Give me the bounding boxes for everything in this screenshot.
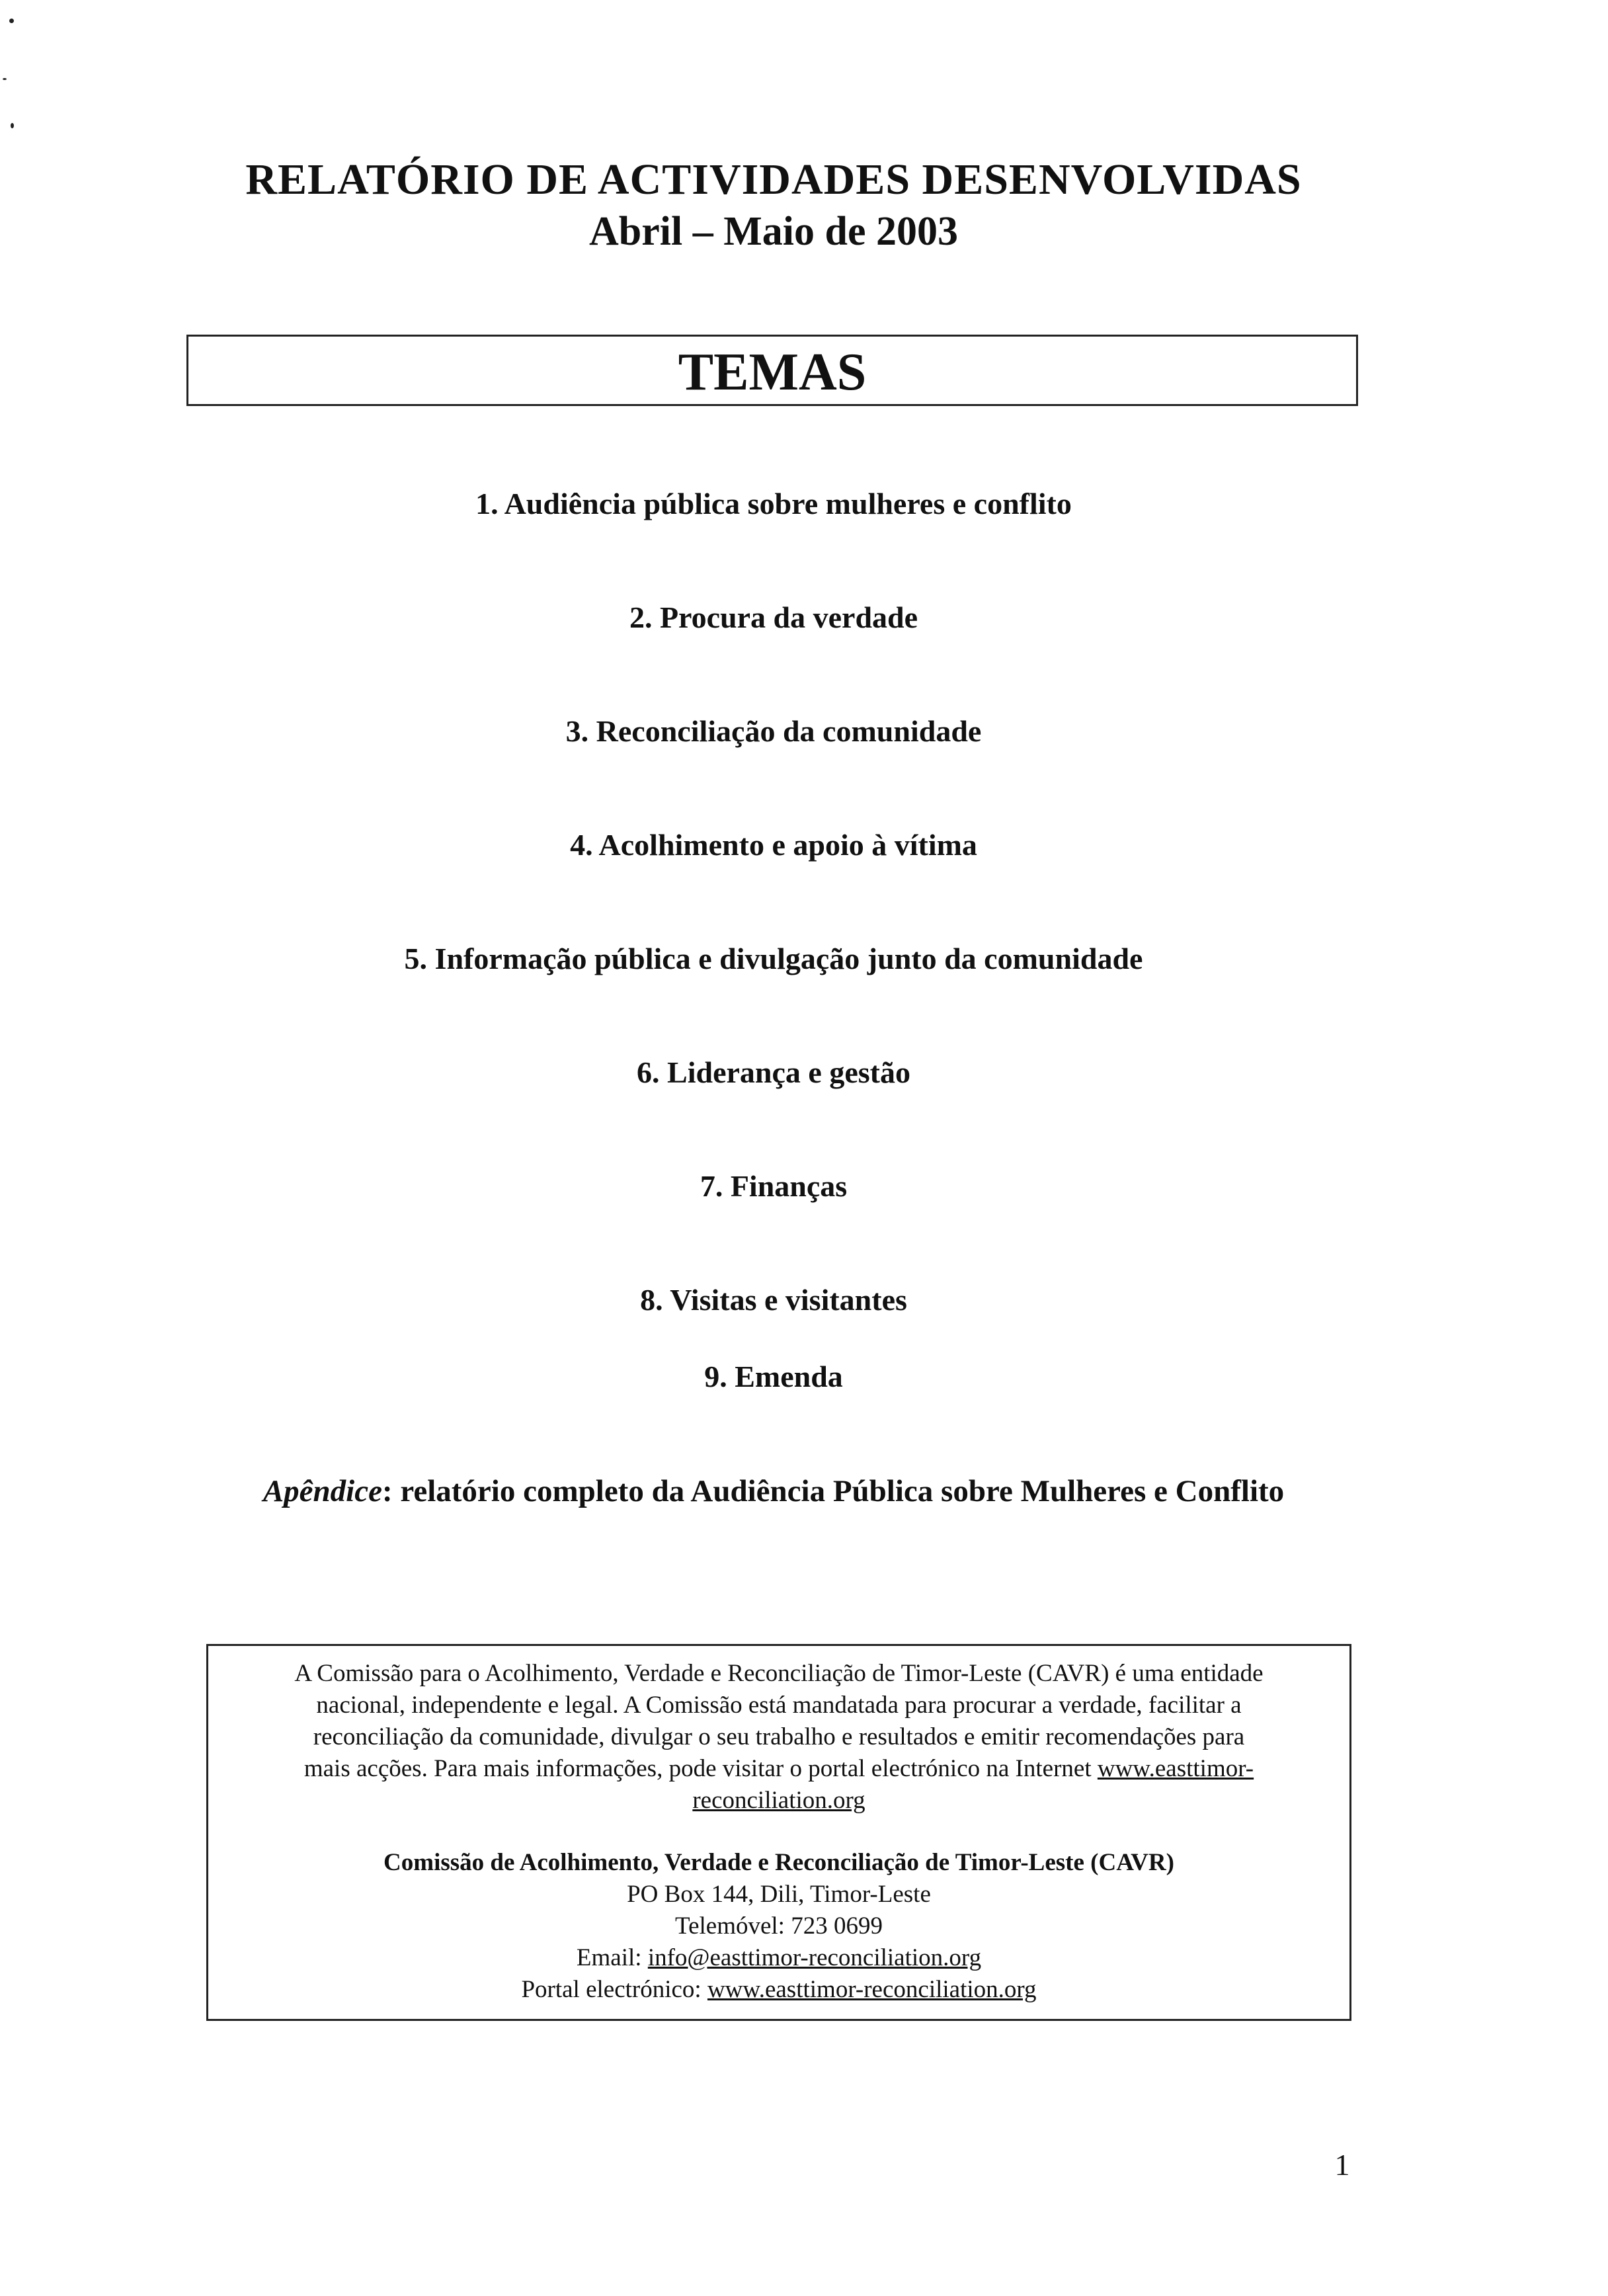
description-line <box>224 1785 1334 1817</box>
report-title: RELATÓRIO DE ACTIVIDADES DESENVOLVIDAS <box>245 155 1302 204</box>
organization-name: Comissão de Acolhimento, Verdade e Reconciliação de Timor-Leste (CAVR) <box>383 1849 1174 1876</box>
temas-heading: TEMAS <box>678 343 867 401</box>
description-line: reconciliação da comunidade, divulgar o seu trabalho e resultados e emitir recomendações para <box>313 1723 1245 1750</box>
temas-heading-box <box>186 335 1358 406</box>
portal-line <box>215 1974 1343 2006</box>
description-line: A Comissão para o Acolhimento, Verdade e Reconciliação de Timor-Leste (CAVR) é uma entidade <box>294 1660 1264 1687</box>
description-line-text: mais acções. Para mais informações, pode visitar o portal electrónico na Internet <box>303 1755 1098 1782</box>
report-period: Abril – Maio de 2003 <box>589 209 958 254</box>
topic-item: 1. Audiência pública sobre mulheres e conflito <box>475 487 1072 520</box>
topic-item: 9. Emenda <box>704 1360 843 1393</box>
email-line <box>215 1942 1343 1974</box>
portal-link[interactable]: www.easttimor-reconciliation.org <box>707 1976 1037 2003</box>
scan-speck <box>9 19 14 23</box>
description-line: nacional, independente e legal. A Comissão está mandatada para procurar a verdade, facilitar a <box>316 1692 1242 1719</box>
email-link[interactable]: info@easttimor-reconciliation.org <box>647 1944 982 1971</box>
topic-item: 4. Acolhimento e apoio à vítima <box>570 828 977 862</box>
phone-number: Telemóvel: 723 0699 <box>675 1912 883 1940</box>
cavr-info-box <box>206 1644 1351 2021</box>
appendix-label: Apêndice <box>262 1474 382 1508</box>
website-link-part2[interactable]: reconciliation.org <box>692 1787 865 1814</box>
topic-item: 3. Reconciliação da comunidade <box>565 714 982 748</box>
website-link-part1[interactable]: www.easttimor- <box>1097 1755 1254 1782</box>
appendix-line <box>0 1472 1547 1510</box>
scan-speck <box>11 123 14 128</box>
topic-item: 8. Visitas e visitantes <box>640 1283 907 1317</box>
topic-item: 7. Finanças <box>700 1169 848 1203</box>
cavr-description <box>224 1658 1334 1817</box>
page-number: 1 <box>1334 2148 1350 2182</box>
topic-item: 5. Informação pública e divulgação junto da comunidade <box>404 942 1143 975</box>
description-line <box>224 1753 1334 1785</box>
postal-address: PO Box 144, Dili, Timor-Leste <box>627 1881 931 1908</box>
contact-block <box>215 1847 1343 2006</box>
portal-label: Portal electrónico: <box>521 1976 707 2003</box>
scan-speck <box>3 78 7 80</box>
topic-item: 2. Procura da verdade <box>629 600 918 634</box>
email-label: Email: <box>576 1944 648 1971</box>
appendix-text: : relatório completo da Audiência Pública sobre Mulheres e Conflito <box>382 1474 1285 1508</box>
topic-item: 6. Liderança e gestão <box>637 1055 910 1089</box>
